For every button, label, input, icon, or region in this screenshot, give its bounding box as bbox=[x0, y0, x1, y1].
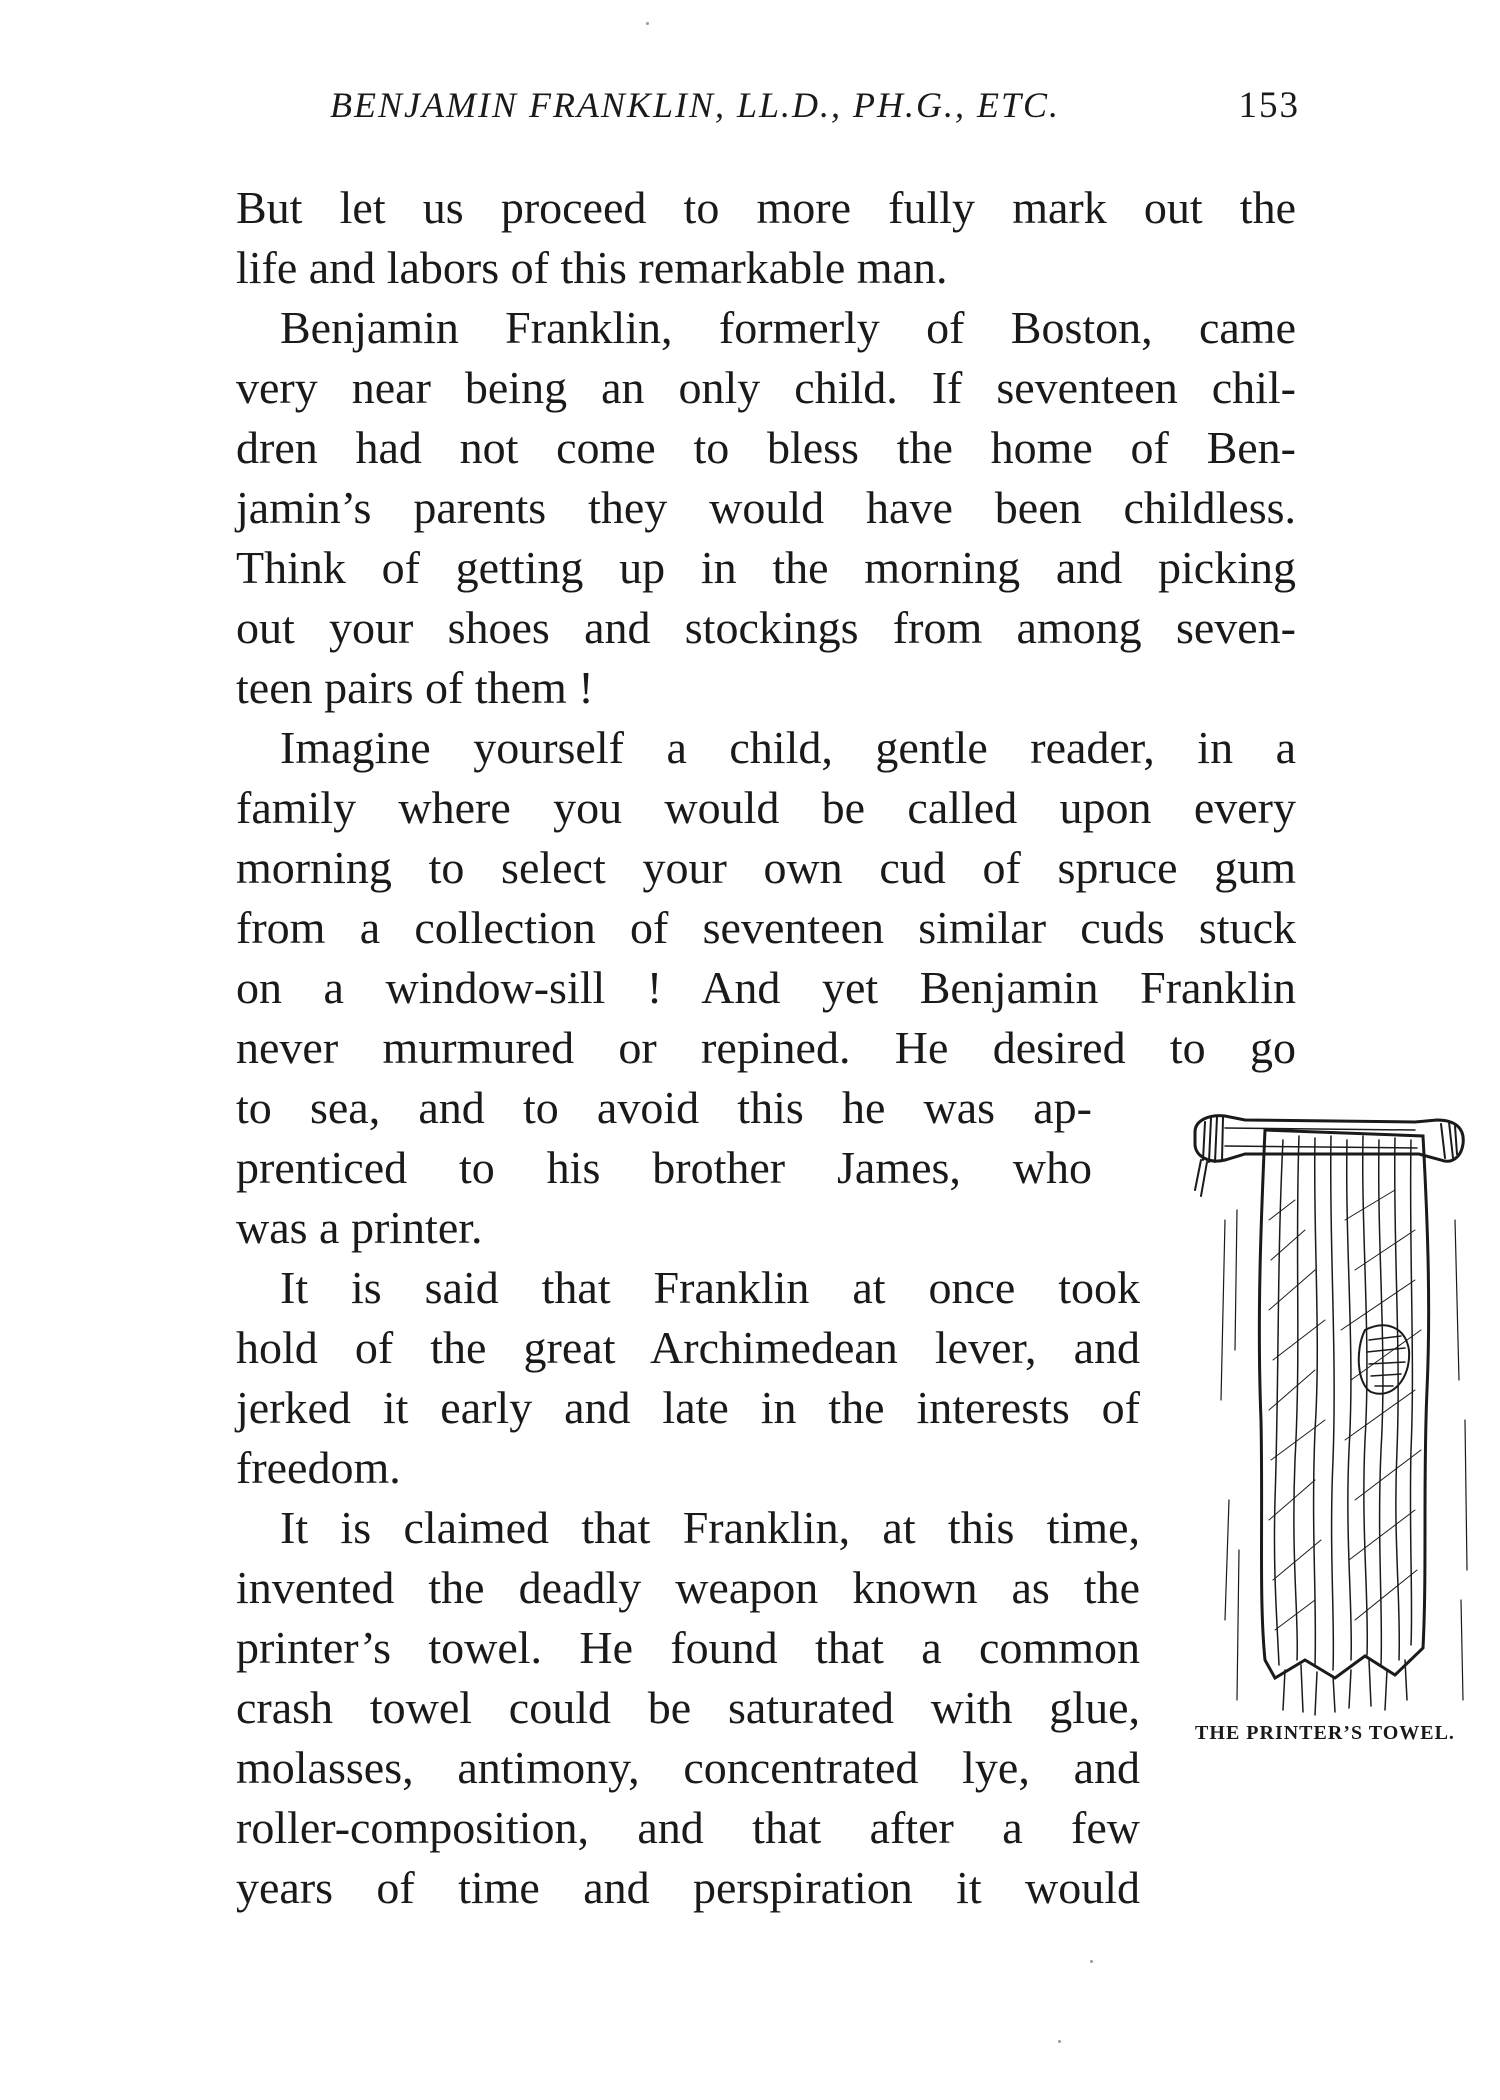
text-line: It is claimed that Franklin, at this time, bbox=[280, 1502, 1140, 1553]
text-line: to sea, and to avoid this he was ap- bbox=[236, 1082, 1092, 1133]
text-line: freedom. bbox=[236, 1442, 401, 1493]
page-number: 153 bbox=[1238, 85, 1300, 126]
text-line: years of time and perspiration it would bbox=[236, 1862, 1140, 1913]
text-line: out your shoes and stockings from among seven- bbox=[236, 602, 1296, 653]
text-line: life and labors of this remarkable man. bbox=[236, 242, 948, 293]
text-line: Imagine yourself a child, gentle reader, in a bbox=[280, 722, 1296, 773]
text-line: very near being an only child. If seventeen chil- bbox=[236, 362, 1296, 413]
paper-speck bbox=[1090, 1960, 1093, 1963]
running-head bbox=[330, 84, 1300, 140]
text-line: jamin’s parents they would have been childless. bbox=[236, 482, 1296, 533]
figure-caption: THE PRINTER’S TOWEL. bbox=[1195, 1722, 1455, 1744]
text-line: molasses, antimony, concentrated lye, and bbox=[236, 1742, 1140, 1793]
text-line: prenticed to his brother James, who bbox=[236, 1142, 1092, 1193]
text-line: Think of getting up in the morning and picking bbox=[236, 542, 1296, 593]
text-line: teen pairs of them ! bbox=[236, 662, 594, 713]
text-line: hold of the great Archimedean lever, and bbox=[236, 1322, 1140, 1373]
paper-speck bbox=[1058, 2040, 1061, 2043]
text-line: from a collection of seventeen similar cuds stuck bbox=[236, 902, 1296, 953]
text-line: It is said that Franklin at once took bbox=[280, 1262, 1140, 1313]
text-line: never murmured or repined. He desired to go bbox=[236, 1022, 1296, 1073]
text-line: roller-composition, and that after a few bbox=[236, 1802, 1140, 1853]
text-line: dren had not come to bless the home of Ben- bbox=[236, 422, 1296, 473]
text-line: jerked it early and late in the interests of bbox=[236, 1382, 1140, 1433]
text-line: on a window-sill ! And yet Benjamin Franklin bbox=[236, 962, 1296, 1013]
text-line: crash towel could be saturated with glue, bbox=[236, 1682, 1140, 1733]
text-line: was a printer. bbox=[236, 1202, 483, 1253]
running-title: BENJAMIN FRANKLIN, LL.D., PH.G., ETC. bbox=[330, 85, 1061, 125]
text-line: But let us proceed to more fully mark out the bbox=[236, 182, 1296, 233]
text-line: printer’s towel. He found that a common bbox=[236, 1622, 1140, 1673]
paper-speck bbox=[646, 22, 649, 25]
text-line: invented the deadly weapon known as the bbox=[236, 1562, 1140, 1613]
text-line: family where you would be called upon every bbox=[236, 782, 1296, 833]
text-line: morning to select your own cud of spruce gum bbox=[236, 842, 1296, 893]
text-line: Benjamin Franklin, formerly of Boston, came bbox=[280, 302, 1296, 353]
printers-towel-illustration bbox=[1165, 1100, 1485, 1720]
